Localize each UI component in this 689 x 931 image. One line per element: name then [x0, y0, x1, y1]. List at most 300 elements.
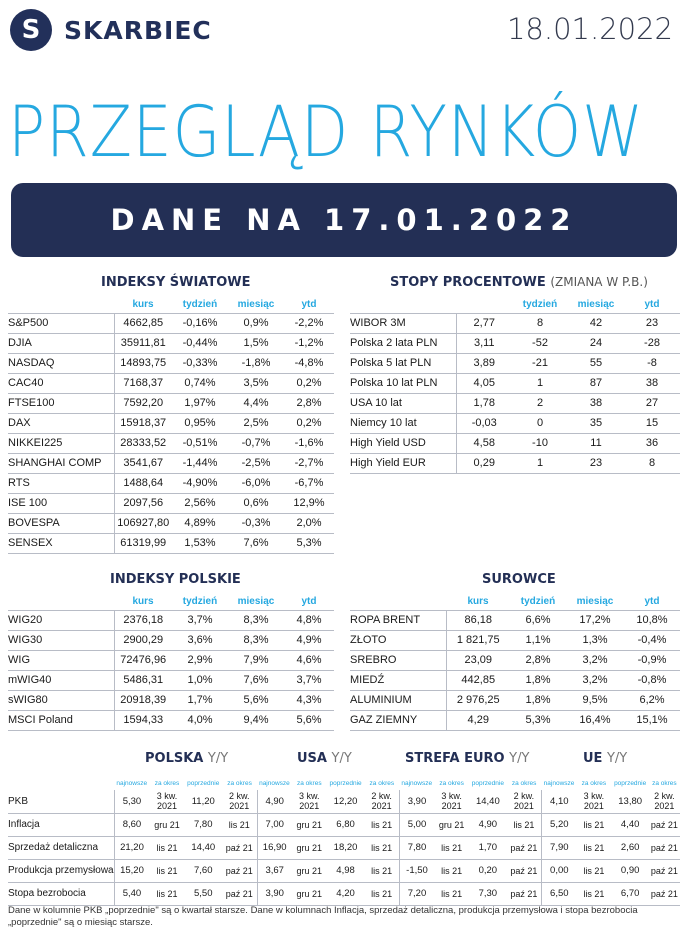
cell-value: 7,20: [400, 882, 434, 905]
period-value: paź 21: [222, 859, 257, 882]
cell-value: 3,90: [400, 790, 434, 813]
period-value: lis 21: [576, 836, 611, 859]
table-row: [350, 650, 680, 670]
period-value: lis 21: [222, 813, 257, 836]
cell-value: 17,2%: [566, 610, 624, 630]
period-value: lis 21: [434, 882, 469, 905]
cell-value: 14,40: [185, 836, 222, 859]
table-row: [8, 610, 334, 630]
cell-value: 2097,56: [114, 493, 172, 513]
cell-value: 61319,99: [114, 533, 172, 553]
cell-value: -6,7%: [284, 473, 334, 493]
row-label: WIG30: [8, 630, 114, 650]
row-label: Produkcja przemysłowa: [8, 859, 114, 882]
cell-value: 8,3%: [228, 630, 284, 650]
cell-value: 5,00: [400, 813, 434, 836]
cell-value: 4,4%: [228, 393, 284, 413]
row-label: SREBRO: [350, 650, 446, 670]
period-value: paź 21: [649, 836, 680, 859]
page-title: PRZEGLĄD RYNKÓW: [8, 91, 644, 173]
row-label: SENSEX: [8, 533, 114, 553]
period-value: 3 kw. 2021: [149, 790, 184, 813]
macro-table: [8, 776, 680, 906]
table-row: [350, 313, 680, 333]
cell-value: 3,2%: [566, 670, 624, 690]
cell-value: 16,90: [257, 836, 291, 859]
cell-value: 2,60: [612, 836, 649, 859]
col-header: miesiąc: [237, 596, 275, 608]
table-row: [8, 453, 334, 473]
row-label: DJIA: [8, 333, 114, 353]
cell-value: 0,00: [542, 859, 576, 882]
period-value: lis 21: [364, 836, 399, 859]
period-value: lis 21: [149, 882, 184, 905]
commodities-title: SUROWCE: [482, 572, 556, 587]
table-row: [350, 413, 680, 433]
cell-value: 7592,20: [114, 393, 172, 413]
table-row: [350, 710, 680, 730]
col-header: tydzień: [520, 596, 556, 608]
cell-value: 1,1%: [510, 630, 566, 650]
macro-subheader: poprzednie: [471, 779, 504, 787]
cell-value: 1,70: [469, 836, 506, 859]
period-value: 3 kw. 2021: [576, 790, 611, 813]
col-header: kurs: [132, 596, 154, 608]
table-row: [8, 353, 334, 373]
cell-value: 11: [568, 433, 624, 453]
cell-value: 7,6%: [228, 533, 284, 553]
cell-value: 4,89%: [172, 513, 228, 533]
row-label: MIEDŹ: [350, 670, 446, 690]
cell-value: 2,77: [456, 313, 512, 333]
cell-value: 7,30: [469, 882, 506, 905]
table-row: [350, 630, 680, 650]
cell-value: 5,50: [185, 882, 222, 905]
data-date-banner: DANE NA 17.01.2022: [11, 183, 677, 257]
logo-text: SKARBIEC: [64, 15, 212, 45]
cell-value: 4,8%: [284, 610, 334, 630]
period-value: paź 21: [222, 836, 257, 859]
cell-value: 1,3%: [566, 630, 624, 650]
cell-value: 55: [568, 353, 624, 373]
cell-value: -0,7%: [228, 433, 284, 453]
period-value: lis 21: [434, 859, 469, 882]
world-indices-title: INDEKSY ŚWIATOWE: [101, 275, 251, 290]
footnote: Dane w kolumnie PKB „poprzednie" są o kwartał starsze. Dane w kolumnach Inflacja, sprzedaż detaliczna, produkcja przemysłowa i stopa bezrobocia „poprzednie" są o miesiąc starsze.: [8, 905, 638, 928]
cell-value: 15,20: [114, 859, 149, 882]
table-row: [8, 710, 334, 730]
table-row: [8, 433, 334, 453]
row-label: WIG: [8, 650, 114, 670]
cell-value: 2 976,25: [446, 690, 510, 710]
cell-value: 12,20: [327, 790, 364, 813]
interest-rates-subtitle: (ZMIANA W P.B.): [550, 275, 648, 289]
table-row: [8, 630, 334, 650]
cell-value: 15918,37: [114, 413, 172, 433]
cell-value: 6,2%: [624, 690, 680, 710]
cell-value: 28333,52: [114, 433, 172, 453]
cell-value: 5,3%: [510, 710, 566, 730]
row-label: sWIG80: [8, 690, 114, 710]
cell-value: 2,0%: [284, 513, 334, 533]
cell-value: 7,60: [185, 859, 222, 882]
cell-value: 8: [624, 453, 680, 473]
macro-row: [8, 882, 680, 905]
cell-value: 0,95%: [172, 413, 228, 433]
cell-value: 7,80: [400, 836, 434, 859]
row-label: WIBOR 3M: [350, 313, 456, 333]
cell-value: 1,0%: [172, 670, 228, 690]
interest-rates-table: [350, 297, 680, 474]
cell-value: 7,00: [257, 813, 291, 836]
col-header: ytd: [301, 299, 317, 311]
cell-value: 3,11: [456, 333, 512, 353]
cell-value: 1,78: [456, 393, 512, 413]
cell-value: 4,90: [257, 790, 291, 813]
cell-value: -0,44%: [172, 333, 228, 353]
cell-value: 0,2%: [284, 413, 334, 433]
cell-value: 7168,37: [114, 373, 172, 393]
table-row: [350, 670, 680, 690]
cell-value: 42: [568, 313, 624, 333]
polish-indices-table: [8, 594, 334, 731]
cell-value: -1,8%: [228, 353, 284, 373]
cell-value: 27: [624, 393, 680, 413]
cell-value: 23,09: [446, 650, 510, 670]
cell-value: 1 821,75: [446, 630, 510, 650]
cell-value: 1,5%: [228, 333, 284, 353]
cell-value: 5486,31: [114, 670, 172, 690]
cell-value: -0,4%: [624, 630, 680, 650]
col-header: kurs: [132, 299, 154, 311]
table-row: [8, 473, 334, 493]
cell-value: 8,3%: [228, 610, 284, 630]
cell-value: 36: [624, 433, 680, 453]
cell-value: -0,51%: [172, 433, 228, 453]
cell-value: 1488,64: [114, 473, 172, 493]
period-value: 3 kw. 2021: [434, 790, 469, 813]
cell-value: 14893,75: [114, 353, 172, 373]
col-header: miesiąc: [237, 299, 275, 311]
cell-value: 6,50: [542, 882, 576, 905]
col-header: miesiąc: [576, 596, 614, 608]
cell-value: 13,80: [612, 790, 649, 813]
cell-value: 1,97%: [172, 393, 228, 413]
cell-value: 0,2%: [284, 373, 334, 393]
cell-value: 4,58: [456, 433, 512, 453]
cell-value: -0,03: [456, 413, 512, 433]
cell-value: 24: [568, 333, 624, 353]
period-value: paź 21: [649, 882, 680, 905]
commodities-table: [350, 594, 680, 731]
macro-subheader: poprzednie: [329, 779, 362, 787]
period-value: gru 21: [149, 813, 184, 836]
macro-group-ue: UE Y/Y: [583, 751, 628, 766]
cell-value: -0,8%: [624, 670, 680, 690]
cell-value: 3541,67: [114, 453, 172, 473]
cell-value: 0,29: [456, 453, 512, 473]
row-label: S&P500: [8, 313, 114, 333]
cell-value: -1,2%: [284, 333, 334, 353]
period-value: gru 21: [292, 836, 327, 859]
period-value: lis 21: [576, 882, 611, 905]
cell-value: 16,4%: [566, 710, 624, 730]
cell-value: 2,8%: [284, 393, 334, 413]
cell-value: -0,9%: [624, 650, 680, 670]
cell-value: 14,40: [469, 790, 506, 813]
col-header: tydzień: [182, 299, 218, 311]
cell-value: -21: [512, 353, 568, 373]
cell-value: 10,8%: [624, 610, 680, 630]
cell-value: -1,6%: [284, 433, 334, 453]
macro-subheader: za okres: [297, 779, 322, 787]
cell-value: 4,29: [446, 710, 510, 730]
table-row: [8, 493, 334, 513]
table-row: [8, 670, 334, 690]
cell-value: 9,4%: [228, 710, 284, 730]
cell-value: -1,50: [400, 859, 434, 882]
cell-value: 442,85: [446, 670, 510, 690]
cell-value: 5,30: [114, 790, 149, 813]
period-value: 2 kw. 2021: [364, 790, 399, 813]
table-row: [8, 333, 334, 353]
table-row: [8, 513, 334, 533]
row-label: DAX: [8, 413, 114, 433]
cell-value: 2,56%: [172, 493, 228, 513]
period-value: gru 21: [292, 859, 327, 882]
row-label: High Yield USD: [350, 433, 456, 453]
period-value: paź 21: [506, 836, 541, 859]
cell-value: 9,5%: [566, 690, 624, 710]
row-label: USA 10 lat: [350, 393, 456, 413]
cell-value: 4,0%: [172, 710, 228, 730]
cell-value: 12,9%: [284, 493, 334, 513]
table-row: [8, 413, 334, 433]
period-value: paź 21: [506, 882, 541, 905]
period-value: gru 21: [292, 882, 327, 905]
cell-value: 35: [568, 413, 624, 433]
col-header: ytd: [301, 596, 317, 608]
period-value: lis 21: [576, 813, 611, 836]
table-row: [350, 353, 680, 373]
row-label: CAC40: [8, 373, 114, 393]
table-row: [8, 373, 334, 393]
row-label: ALUMINIUM: [350, 690, 446, 710]
polish-indices-title: INDEKSY POLSKIE: [110, 572, 241, 587]
period-value: paź 21: [649, 859, 680, 882]
cell-value: -4,8%: [284, 353, 334, 373]
cell-value: -52: [512, 333, 568, 353]
cell-value: 21,20: [114, 836, 149, 859]
cell-value: 0,74%: [172, 373, 228, 393]
table-row: [350, 373, 680, 393]
cell-value: 1,8%: [510, 670, 566, 690]
table-row: [8, 393, 334, 413]
row-label: ISE 100: [8, 493, 114, 513]
row-label: PKB: [8, 790, 114, 813]
cell-value: 7,9%: [228, 650, 284, 670]
cell-value: -28: [624, 333, 680, 353]
macro-row: [8, 813, 680, 836]
period-value: lis 21: [149, 859, 184, 882]
cell-value: 3,2%: [566, 650, 624, 670]
cell-value: 2: [512, 393, 568, 413]
cell-value: 6,70: [612, 882, 649, 905]
macro-group-usa: USA Y/Y: [297, 751, 352, 766]
row-label: NIKKEI225: [8, 433, 114, 453]
cell-value: 5,6%: [228, 690, 284, 710]
row-label: Inflacja: [8, 813, 114, 836]
cell-value: 6,80: [327, 813, 364, 836]
cell-value: 18,20: [327, 836, 364, 859]
cell-value: 0,20: [469, 859, 506, 882]
macro-subheader: najnowsze: [116, 779, 148, 787]
period-value: gru 21: [292, 813, 327, 836]
cell-value: 35911,81: [114, 333, 172, 353]
brand-logo: [10, 8, 212, 52]
cell-value: 1: [512, 453, 568, 473]
table-row: [8, 650, 334, 670]
cell-value: 2,5%: [228, 413, 284, 433]
cell-value: -2,7%: [284, 453, 334, 473]
col-header: miesiąc: [577, 299, 615, 311]
row-label: Niemcy 10 lat: [350, 413, 456, 433]
row-label: GAZ ZIEMNY: [350, 710, 446, 730]
period-value: paź 21: [222, 882, 257, 905]
row-label: Sprzedaż detaliczna: [8, 836, 114, 859]
period-value: lis 21: [434, 836, 469, 859]
period-value: lis 21: [364, 882, 399, 905]
cell-value: 1,8%: [510, 690, 566, 710]
cell-value: 2,9%: [172, 650, 228, 670]
cell-value: 3,6%: [172, 630, 228, 650]
cell-value: 8,60: [114, 813, 149, 836]
table-row: [350, 690, 680, 710]
cell-value: 23: [568, 453, 624, 473]
cell-value: 3,89: [456, 353, 512, 373]
cell-value: 4,9%: [284, 630, 334, 650]
cell-value: 2,8%: [510, 650, 566, 670]
cell-value: -4,90%: [172, 473, 228, 493]
table-row: [350, 393, 680, 413]
macro-subheader: za okres: [369, 779, 395, 787]
row-label: SHANGHAI COMP: [8, 453, 114, 473]
cell-value: 4,3%: [284, 690, 334, 710]
row-label: mWIG40: [8, 670, 114, 690]
cell-value: 4,6%: [284, 650, 334, 670]
logo-s-icon: S: [10, 9, 52, 51]
cell-value: 3,7%: [284, 670, 334, 690]
period-value: 2 kw. 2021: [649, 790, 680, 813]
macro-subheader: za okres: [511, 779, 537, 787]
cell-value: -6,0%: [228, 473, 284, 493]
row-label: ROPA BRENT: [350, 610, 446, 630]
row-label: ZŁOTO: [350, 630, 446, 650]
cell-value: 4,05: [456, 373, 512, 393]
macro-subheader: poprzednie: [187, 779, 220, 787]
cell-value: -0,3%: [228, 513, 284, 533]
cell-value: 0,9%: [228, 313, 284, 333]
cell-value: 4,20: [327, 882, 364, 905]
cell-value: 23: [624, 313, 680, 333]
period-value: lis 21: [364, 859, 399, 882]
col-header: tydzień: [182, 596, 218, 608]
cell-value: 86,18: [446, 610, 510, 630]
macro-subheader: za okres: [154, 779, 180, 787]
period-value: lis 21: [576, 859, 611, 882]
macro-subheader: za okres: [439, 779, 464, 787]
table-row: [350, 433, 680, 453]
row-label: High Yield EUR: [350, 453, 456, 473]
table-row: [350, 453, 680, 473]
period-value: lis 21: [364, 813, 399, 836]
period-value: 3 kw. 2021: [292, 790, 327, 813]
cell-value: 5,3%: [284, 533, 334, 553]
cell-value: 4,90: [469, 813, 506, 836]
macro-subheader: poprzednie: [614, 779, 647, 787]
cell-value: 3,90: [257, 882, 291, 905]
macro-row: [8, 836, 680, 859]
cell-value: 0,90: [612, 859, 649, 882]
cell-value: 1594,33: [114, 710, 172, 730]
cell-value: 5,20: [542, 813, 576, 836]
cell-value: 1: [512, 373, 568, 393]
macro-subheader: najnowsze: [401, 779, 433, 787]
macro-subheader: najnowsze: [543, 779, 575, 787]
cell-value: 0: [512, 413, 568, 433]
period-value: lis 21: [506, 813, 541, 836]
cell-value: -8: [624, 353, 680, 373]
report-date: 18.01.2022: [506, 12, 673, 46]
period-value: gru 21: [434, 813, 469, 836]
interest-rates-title: [390, 275, 648, 290]
cell-value: 5,6%: [284, 710, 334, 730]
row-label: RTS: [8, 473, 114, 493]
row-label: Polska 10 lat PLN: [350, 373, 456, 393]
macro-group-strefa-euro: STREFA EURO Y/Y: [405, 751, 530, 766]
period-value: lis 21: [149, 836, 184, 859]
world-indices-table: [8, 297, 334, 554]
cell-value: 1,53%: [172, 533, 228, 553]
row-label: MSCI Poland: [8, 710, 114, 730]
table-row: [8, 533, 334, 553]
col-header: ytd: [644, 299, 660, 311]
cell-value: -0,16%: [172, 313, 228, 333]
cell-value: 38: [568, 393, 624, 413]
cell-value: -2,5%: [228, 453, 284, 473]
row-label: NASDAQ: [8, 353, 114, 373]
cell-value: 0,6%: [228, 493, 284, 513]
table-row: [8, 313, 334, 333]
macro-subheader: za okres: [581, 779, 607, 787]
cell-value: 72476,96: [114, 650, 172, 670]
table-row: [350, 610, 680, 630]
table-row: [350, 333, 680, 353]
cell-value: 15: [624, 413, 680, 433]
macro-subheader: za okres: [227, 779, 252, 787]
col-header: ytd: [644, 596, 660, 608]
interest-rates-title-text: STOPY PROCENTOWE: [390, 275, 546, 290]
row-label: FTSE100: [8, 393, 114, 413]
cell-value: 11,20: [185, 790, 222, 813]
period-value: paź 21: [649, 813, 680, 836]
macro-row: [8, 790, 680, 813]
period-value: 2 kw. 2021: [222, 790, 257, 813]
cell-value: 20918,39: [114, 690, 172, 710]
cell-value: 15,1%: [624, 710, 680, 730]
cell-value: 4,10: [542, 790, 576, 813]
macro-subheader: najnowsze: [259, 779, 290, 787]
